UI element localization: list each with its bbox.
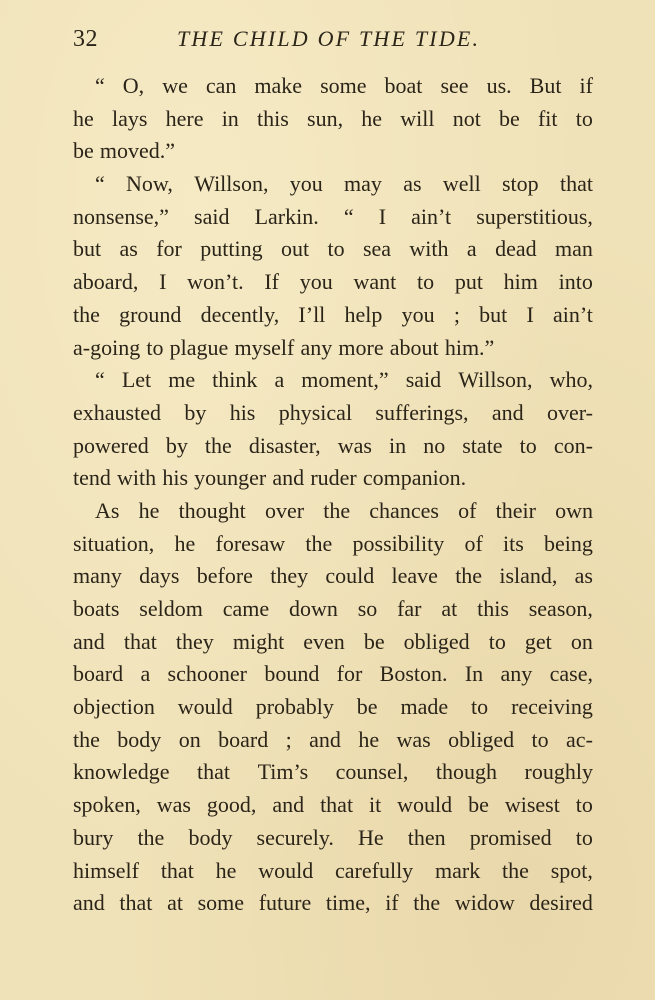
word: spoken, — [73, 792, 141, 818]
word: be — [73, 138, 94, 164]
word: it — [369, 792, 382, 818]
word: and — [73, 628, 105, 654]
word: and — [272, 465, 305, 491]
word: “ — [95, 367, 105, 393]
word: down — [288, 596, 338, 621]
word: state — [462, 432, 503, 458]
word: he — [358, 726, 380, 752]
word: body — [117, 726, 162, 752]
word: on — [178, 726, 201, 752]
word: to — [146, 334, 164, 360]
word: desired — [529, 890, 593, 916]
word: to — [531, 726, 549, 752]
word: dead — [495, 236, 537, 262]
word: not — [452, 105, 481, 131]
word: that — [119, 890, 153, 916]
word: and — [73, 890, 105, 916]
word: to — [575, 792, 593, 818]
word: Let — [121, 367, 152, 393]
word: and — [491, 399, 524, 425]
word: good, — [206, 792, 257, 818]
word: in — [221, 105, 239, 131]
word: into — [558, 269, 593, 295]
word: spot, — [550, 857, 593, 883]
word: if — [385, 890, 399, 916]
word: could — [325, 563, 375, 589]
word: the — [455, 563, 483, 589]
word: foresaw — [215, 530, 286, 556]
text-line — [73, 528, 593, 561]
word: thought — [178, 497, 246, 523]
word: bury — [73, 824, 114, 850]
word: to — [519, 432, 537, 458]
text-line — [73, 462, 593, 495]
word: nonsense,” — [73, 203, 169, 229]
word: Now, — [126, 171, 173, 197]
word: I’ll — [298, 301, 326, 327]
word: will — [400, 105, 435, 131]
word: boats — [73, 596, 120, 621]
word: would — [258, 857, 314, 883]
word: the — [502, 857, 529, 883]
word: to — [488, 628, 506, 654]
word: days — [139, 563, 180, 589]
word: Tim’s — [257, 759, 309, 785]
word: that — [559, 171, 593, 197]
word: as — [403, 171, 422, 197]
word: his — [162, 465, 189, 491]
word: some — [320, 73, 367, 98]
word: far — [397, 596, 422, 621]
word: for — [156, 236, 182, 262]
word: would — [177, 694, 233, 720]
word: ruder — [310, 465, 357, 491]
word: even — [303, 628, 345, 654]
word: at — [441, 596, 458, 621]
word: future — [258, 890, 312, 916]
word: and — [272, 792, 305, 818]
word: Willson, — [194, 171, 269, 197]
word: schooner — [167, 661, 247, 687]
word: the — [413, 890, 441, 916]
word: exhausted — [73, 399, 161, 425]
word: they — [175, 628, 214, 654]
word: he — [215, 857, 237, 883]
word: over- — [547, 399, 593, 425]
word: the — [305, 530, 333, 556]
word: He — [358, 824, 384, 850]
word: want — [353, 269, 397, 295]
word: stop — [502, 171, 539, 197]
word: but — [73, 236, 102, 262]
word: said — [194, 203, 230, 229]
word: obliged — [403, 628, 470, 654]
word: decently, — [200, 301, 280, 327]
word: he — [361, 105, 383, 131]
word: ain’t — [411, 203, 452, 229]
word: own — [555, 497, 593, 523]
word: “ — [95, 73, 105, 98]
word: roughly — [524, 759, 593, 785]
word: I — [159, 269, 167, 295]
text-line — [73, 135, 593, 168]
word: I — [526, 301, 534, 327]
word: to — [327, 236, 345, 262]
word: you — [299, 269, 333, 295]
word: boat — [384, 73, 423, 98]
word: about — [389, 334, 439, 360]
word: wisest — [504, 792, 560, 818]
word: “ — [95, 171, 105, 197]
word: myself — [234, 334, 295, 360]
word: widow — [454, 890, 515, 916]
word: any — [500, 661, 533, 687]
word: out — [280, 236, 310, 262]
word: help — [344, 301, 383, 327]
word: companion. — [362, 465, 467, 491]
word: their — [495, 497, 536, 523]
text-line — [73, 560, 593, 593]
word: of — [464, 530, 483, 556]
word: this — [477, 596, 509, 621]
word: a — [140, 661, 151, 687]
word: be — [363, 628, 385, 654]
text-line — [73, 397, 593, 430]
word: tend — [73, 465, 111, 491]
word: promised — [469, 824, 552, 850]
word: might — [232, 628, 285, 654]
word: you — [289, 171, 323, 197]
word: powered — [73, 432, 149, 458]
word: he — [73, 105, 94, 131]
word: mark — [435, 857, 481, 883]
word: here — [165, 105, 204, 131]
word: on — [570, 628, 593, 654]
word: ; — [453, 301, 460, 327]
word: seldom — [139, 596, 203, 621]
word: the — [204, 432, 232, 458]
word: as — [574, 563, 593, 589]
word: me — [168, 367, 196, 393]
word: ain’t — [553, 301, 593, 327]
text-line — [73, 822, 593, 855]
word: securely. — [256, 824, 334, 850]
word: if — [579, 73, 593, 98]
word: to — [471, 694, 489, 720]
word: that — [123, 628, 157, 654]
text-line — [73, 233, 593, 266]
word: said — [405, 367, 442, 393]
page-number: 32 — [73, 26, 98, 52]
word: obliged — [448, 726, 515, 752]
word: get — [524, 628, 552, 654]
word: moment,” — [301, 367, 389, 393]
word: physical — [278, 399, 353, 425]
word: chances — [369, 497, 439, 523]
word: aboard, — [73, 269, 139, 295]
word: we — [162, 73, 188, 98]
word: probably — [255, 694, 334, 720]
text-line — [73, 724, 593, 757]
word: a-going — [73, 334, 141, 360]
word: won’t. — [187, 269, 244, 295]
running-title: THE CHILD OF THE TIDE. — [177, 26, 481, 51]
text-line — [73, 70, 593, 103]
word: time, — [325, 890, 371, 916]
word: be — [356, 694, 378, 720]
word: would — [397, 792, 453, 818]
word: they — [270, 563, 309, 589]
word: made — [400, 694, 449, 720]
word: the — [73, 726, 100, 752]
word: I — [378, 203, 387, 229]
body-text — [73, 70, 593, 920]
text-line — [73, 430, 593, 463]
word: leave — [391, 563, 438, 589]
word: receiving — [511, 694, 593, 720]
page-header — [73, 26, 595, 56]
word: came — [222, 596, 270, 621]
word: body — [188, 824, 233, 850]
word: knowledge — [73, 759, 170, 785]
word: for — [336, 661, 363, 687]
word: a — [274, 367, 285, 393]
text-line — [73, 168, 593, 201]
word: be — [468, 792, 489, 818]
text-line — [73, 364, 593, 397]
text-line — [73, 332, 593, 365]
word: younger — [194, 465, 267, 491]
word: disaster, — [248, 432, 321, 458]
word: “ — [343, 203, 354, 229]
word: bound — [264, 661, 320, 687]
text-line — [73, 789, 593, 822]
word: see — [440, 73, 469, 98]
word: con- — [553, 432, 593, 458]
word: at — [167, 890, 183, 916]
text-line — [73, 201, 593, 234]
word: was — [396, 726, 431, 752]
word: by — [165, 432, 188, 458]
word: no — [423, 432, 446, 458]
word: with — [409, 236, 449, 262]
word: who, — [549, 367, 593, 393]
word: ; — [285, 726, 292, 752]
word: us. — [486, 73, 512, 98]
word: well — [442, 171, 481, 197]
word: his — [229, 399, 256, 425]
word: Boston. — [379, 661, 448, 687]
word: some — [197, 890, 245, 916]
text-line — [73, 495, 593, 528]
text-line — [73, 103, 593, 136]
word: board — [73, 661, 124, 687]
word: to — [416, 269, 435, 295]
word: the — [137, 824, 165, 850]
text-line — [73, 658, 593, 691]
word: that — [197, 759, 231, 785]
word: the — [323, 497, 351, 523]
word: case, — [549, 661, 593, 687]
word: may — [344, 171, 382, 197]
word: so — [357, 596, 378, 621]
word: be — [499, 105, 520, 131]
word: then — [407, 824, 446, 850]
word: more — [338, 334, 384, 360]
word: that — [320, 792, 354, 818]
word: Larkin. — [254, 203, 319, 229]
word: situation, — [73, 530, 155, 556]
word: O, — [122, 73, 145, 98]
word: any — [300, 334, 333, 360]
word: being — [544, 530, 593, 556]
word: its — [503, 530, 524, 556]
text-line — [73, 691, 593, 724]
word: plague — [169, 334, 229, 360]
text-line — [73, 626, 593, 659]
word: himself — [73, 857, 139, 883]
word: he — [138, 497, 160, 523]
word: as — [119, 236, 138, 262]
word: can — [205, 73, 237, 98]
word: ac- — [566, 726, 593, 752]
word: him — [503, 269, 538, 295]
word: But — [529, 73, 562, 98]
word: counsel, — [335, 759, 409, 785]
word: to — [575, 824, 593, 850]
text-line — [73, 266, 593, 299]
word: putting — [200, 236, 263, 262]
word: lays — [111, 105, 148, 131]
word: many — [73, 563, 122, 589]
word: moved.” — [99, 138, 176, 164]
text-line — [73, 855, 593, 888]
word: he — [174, 530, 196, 556]
word: make — [254, 73, 303, 98]
word: and — [309, 726, 341, 752]
word: think — [212, 367, 258, 393]
word: you — [401, 301, 435, 327]
word: In — [464, 661, 484, 687]
word: but — [479, 301, 508, 327]
word: objection — [73, 694, 155, 720]
word: though — [435, 759, 497, 785]
word: to — [575, 105, 593, 131]
word: this — [257, 105, 289, 131]
text-line — [73, 756, 593, 789]
word: ground — [119, 301, 182, 327]
word: him.” — [444, 334, 495, 360]
word: If — [264, 269, 279, 295]
word: possibility — [352, 530, 445, 556]
word: that — [160, 857, 194, 883]
word: put — [454, 269, 483, 295]
word: sufferings, — [375, 399, 469, 425]
word: island, — [499, 563, 558, 589]
word: board — [218, 726, 269, 752]
word: season, — [528, 596, 593, 621]
text-line — [73, 299, 593, 332]
word: with — [117, 465, 157, 491]
word: As — [95, 497, 120, 523]
word: was — [337, 432, 372, 458]
word: of — [458, 497, 477, 523]
text-line — [73, 593, 593, 626]
text-line — [73, 887, 593, 920]
word: a — [466, 236, 477, 262]
word: Willson, — [458, 367, 533, 393]
word: carefully — [335, 857, 414, 883]
word: superstitious, — [476, 203, 593, 229]
word: sun, — [307, 105, 344, 131]
word: man — [554, 236, 593, 262]
word: in — [389, 432, 407, 458]
word: sea — [362, 236, 392, 262]
word: before — [196, 563, 253, 589]
word: fit — [537, 105, 558, 131]
word: the — [73, 301, 100, 327]
word: by — [184, 399, 207, 425]
word: was — [156, 792, 191, 818]
word: over — [264, 497, 305, 523]
